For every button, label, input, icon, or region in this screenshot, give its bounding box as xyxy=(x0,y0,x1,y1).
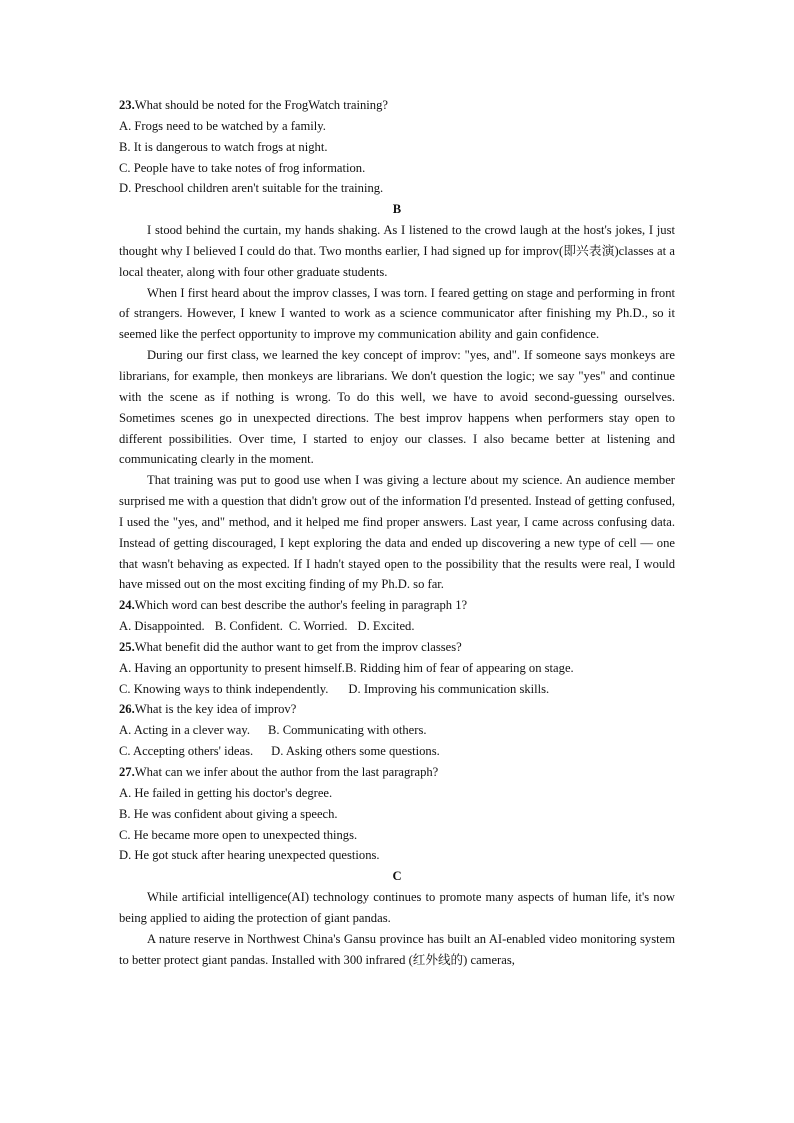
option-a: A. Disappointed. xyxy=(119,619,205,634)
options-row xyxy=(119,616,675,637)
option-b: B. Communicating with others. xyxy=(268,723,427,738)
passage-c-paragraph-2: A nature reserve in Northwest China's Gansu province has built an AI-enabled video monitoring system to better protect giant pandas. Installed with 300 infrared (红外线的) cameras, xyxy=(119,931,675,967)
question-24 xyxy=(119,595,675,616)
question-25 xyxy=(119,637,675,658)
exam-page xyxy=(119,95,675,970)
option-b: B. He was confident about giving a speech. xyxy=(119,806,338,821)
question-text: What can we infer about the author from the last paragraph? xyxy=(134,765,439,779)
option-b: B. Confident. xyxy=(214,619,283,634)
passage-b-paragraph-3: During our first class, we learned the key concept of improv: "yes, and". If someone says monkeys are librarians, for example, then monkeys are librarians. We don't question the logic; we say "yes" and continue with the scene as if nothing is wrong. To do this well, we have to avoid second-guessing ourselves. Sometimes scenes go in unexpected directions. The best improv happens when performers stay open to different possibilities. Over time, I started to enjoy our classes. I also became better at listening and communicating clearly in the moment. xyxy=(119,348,675,467)
section-heading-c: C xyxy=(392,869,402,884)
option-d: D. Excited. xyxy=(357,619,415,634)
question-number: 26. xyxy=(119,702,135,717)
question-23 xyxy=(119,95,675,116)
option-a: A. Acting in a clever way. xyxy=(119,723,251,738)
question-text: Which word can best describe the author's feeling in paragraph 1? xyxy=(134,598,468,613)
passage-b-paragraph-1: I stood behind the curtain, my hands shaking. As I listened to the crowd laugh at the host's jokes, I just thought why I believed I could do that. Two months earlier, I had signed up for improv(即兴表演)classes at a local theater, along with four other graduate students. xyxy=(119,223,675,279)
question-text: What is the key idea of improv? xyxy=(134,702,297,717)
options-row xyxy=(119,720,675,741)
question-27 xyxy=(119,762,675,783)
option-c: C. Worried. xyxy=(288,619,348,634)
option-c: C. He became more open to unexpected things. xyxy=(119,827,358,842)
options-row xyxy=(119,658,675,679)
question-number: 24. xyxy=(119,598,135,613)
section-heading-b: B xyxy=(392,202,402,217)
question-number: 23. xyxy=(119,98,135,112)
question-number: 25. xyxy=(119,639,135,654)
question-26 xyxy=(119,699,675,720)
option-d: D. He got stuck after hearing unexpected questions. xyxy=(119,848,380,863)
option-a: A. He failed in getting his doctor's degree. xyxy=(119,785,333,800)
option-b: B. Ridding him of fear of appearing on stage. xyxy=(344,660,574,675)
option-c: C. People have to take notes of frog information. xyxy=(119,160,366,175)
option-c: C. Accepting others' ideas. xyxy=(119,744,254,759)
question-text: What benefit did the author want to get from the improv classes? xyxy=(134,639,462,654)
option-d: D. Preschool children aren't suitable for the training. xyxy=(119,181,384,196)
option-d: D. Improving his communication skills. xyxy=(348,681,550,696)
passage-b-paragraph-2: When I first heard about the improv classes, I was torn. I feared getting on stage and performing in front of strangers. However, I knew I wanted to work as a science communicator after finishing my Ph.D., so it seemed like the perfect opportunity to improve my communication ability and gain confidence. xyxy=(119,285,675,342)
question-text: What should be noted for the FrogWatch training? xyxy=(134,98,388,112)
option-b: B. It is dangerous to watch frogs at night. xyxy=(119,139,328,154)
option-a: A. Having an opportunity to present himself. xyxy=(119,660,345,675)
option-d: D. Asking others some questions. xyxy=(271,744,440,759)
options-row xyxy=(119,679,675,700)
passage-b-paragraph-4: That training was put to good use when I was giving a lecture about my science. An audience member surprised me with a question that didn't grow out of the information I'd presented. Instead of getting confused, I used the "yes, and" method, and it helped me find proper answers. Last year, I came across confusing data. Instead of getting discouraged, I kept exploring the data and ended up discovering a new type of cell — one that wasn't behaving as expected. If I hadn't stayed open to the possibility that the results were real, I would have missed out on the most exciting finding of my Ph.D. so far. xyxy=(119,473,675,592)
options-row xyxy=(119,741,675,762)
question-number: 27. xyxy=(119,765,135,779)
passage-c-paragraph-1: While artificial intelligence(AI) technology continues to promote many aspects of human life, it's now being applied to aiding the protection of giant pandas. xyxy=(119,890,675,925)
option-c: C. Knowing ways to think independently. xyxy=(119,681,329,696)
option-a: A. Frogs need to be watched by a family. xyxy=(119,118,326,133)
